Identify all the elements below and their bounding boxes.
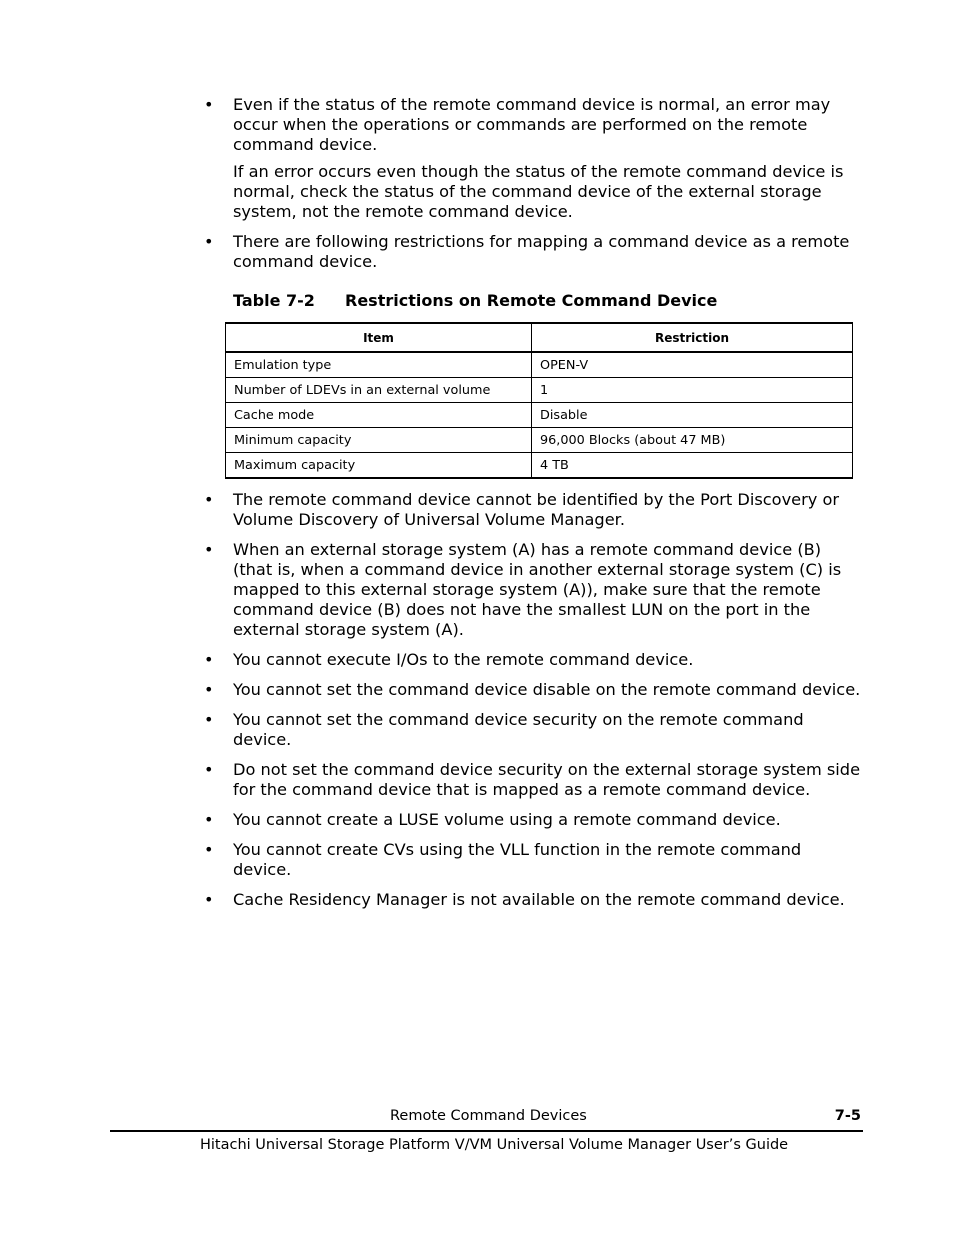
bullet-text: The remote command device cannot be identified by the Port Discovery or Volume Discovery of Universal Volume Manager. <box>233 490 840 529</box>
restrictions-table <box>225 322 853 479</box>
table-cell: Number of LDEVs in an external volume <box>226 378 532 403</box>
bullet-text: You cannot execute I/Os to the remote command device. <box>233 650 694 669</box>
table-row <box>226 453 853 479</box>
table-cell: 4 TB <box>532 453 853 479</box>
column-header-restriction: Restriction <box>532 323 853 352</box>
bullet-item <box>204 540 864 640</box>
table-row <box>226 428 853 453</box>
column-header-item: Item <box>226 323 532 352</box>
footer-divider <box>110 1130 863 1132</box>
bullet-text: If an error occurs even though the status of the remote command device is normal, check the status of the command device of the external storage system, not the remote command device. <box>233 162 844 221</box>
table-row <box>226 378 853 403</box>
bullet-item <box>204 840 864 880</box>
bullet-item <box>204 650 864 670</box>
bullet-text: When an external storage system (A) has a remote command device (B) (that is, when a command device in another external storage system (C) is mapped to this external storage system (A)), make sure that the remote command device (B) does not have the smallest LUN on the port in the external storage system (A). <box>233 540 842 639</box>
bottom-bullet-list <box>204 490 864 920</box>
bullet-marker: • <box>204 840 214 859</box>
table-row <box>226 352 853 378</box>
bullet-marker: • <box>204 810 214 829</box>
bullet-item <box>204 490 864 530</box>
footer-chapter-title: Remote Command Devices <box>390 1108 587 1124</box>
bullet-text: Even if the status of the remote command device is normal, an error may occur when the operations or commands are performed on the remote command device. <box>233 95 831 154</box>
top-bullet-list <box>204 95 864 282</box>
bullet-marker: • <box>204 760 214 779</box>
bullet-marker: • <box>204 540 214 559</box>
bullet-text: You cannot set the command device security on the remote command device. <box>233 710 804 749</box>
bullet-marker: • <box>204 680 214 699</box>
table-number: Table 7-2 <box>233 291 315 310</box>
bullet-text: Cache Residency Manager is not available on the remote command device. <box>233 890 845 909</box>
table-cell: 96,000 Blocks (about 47 MB) <box>532 428 853 453</box>
bullet-text: You cannot create a LUSE volume using a remote command device. <box>233 810 781 829</box>
footer-page-number: 7-5 <box>834 1108 861 1124</box>
bullet-marker: • <box>204 890 214 909</box>
table-cell: Disable <box>532 403 853 428</box>
bullet-marker: • <box>204 490 214 509</box>
bullet-item <box>204 680 864 700</box>
bullet-item <box>204 810 864 830</box>
table-cell: Emulation type <box>226 352 532 378</box>
table-row <box>226 403 853 428</box>
table-caption <box>233 291 717 310</box>
bullet-marker: • <box>204 650 214 669</box>
bullet-text: You cannot set the command device disable on the remote command device. <box>233 680 861 699</box>
bullet-marker: • <box>204 710 214 729</box>
table-cell: Cache mode <box>226 403 532 428</box>
bullet-item <box>204 710 864 750</box>
bullet-item <box>204 760 864 800</box>
bullet-marker: • <box>204 232 214 251</box>
table-cell: 1 <box>532 378 853 403</box>
bullet-marker: • <box>204 95 214 114</box>
bullet-item <box>204 232 864 272</box>
table-cell: OPEN-V <box>532 352 853 378</box>
table-header-row <box>226 323 853 352</box>
footer-guide-title: Hitachi Universal Storage Platform V/VM Universal Volume Manager User’s Guide <box>200 1137 789 1153</box>
table-title: Restrictions on Remote Command Device <box>345 291 718 310</box>
bullet-text: You cannot create CVs using the VLL function in the remote command device. <box>233 840 802 879</box>
bullet-item <box>204 95 864 222</box>
table-cell: Minimum capacity <box>226 428 532 453</box>
table-cell: Maximum capacity <box>226 453 532 479</box>
bullet-text: Do not set the command device security on the external storage system side for the command device that is mapped as a remote command device. <box>233 760 861 799</box>
bullet-item <box>204 890 864 910</box>
bullet-text: There are following restrictions for mapping a command device as a remote command device. <box>233 232 850 271</box>
